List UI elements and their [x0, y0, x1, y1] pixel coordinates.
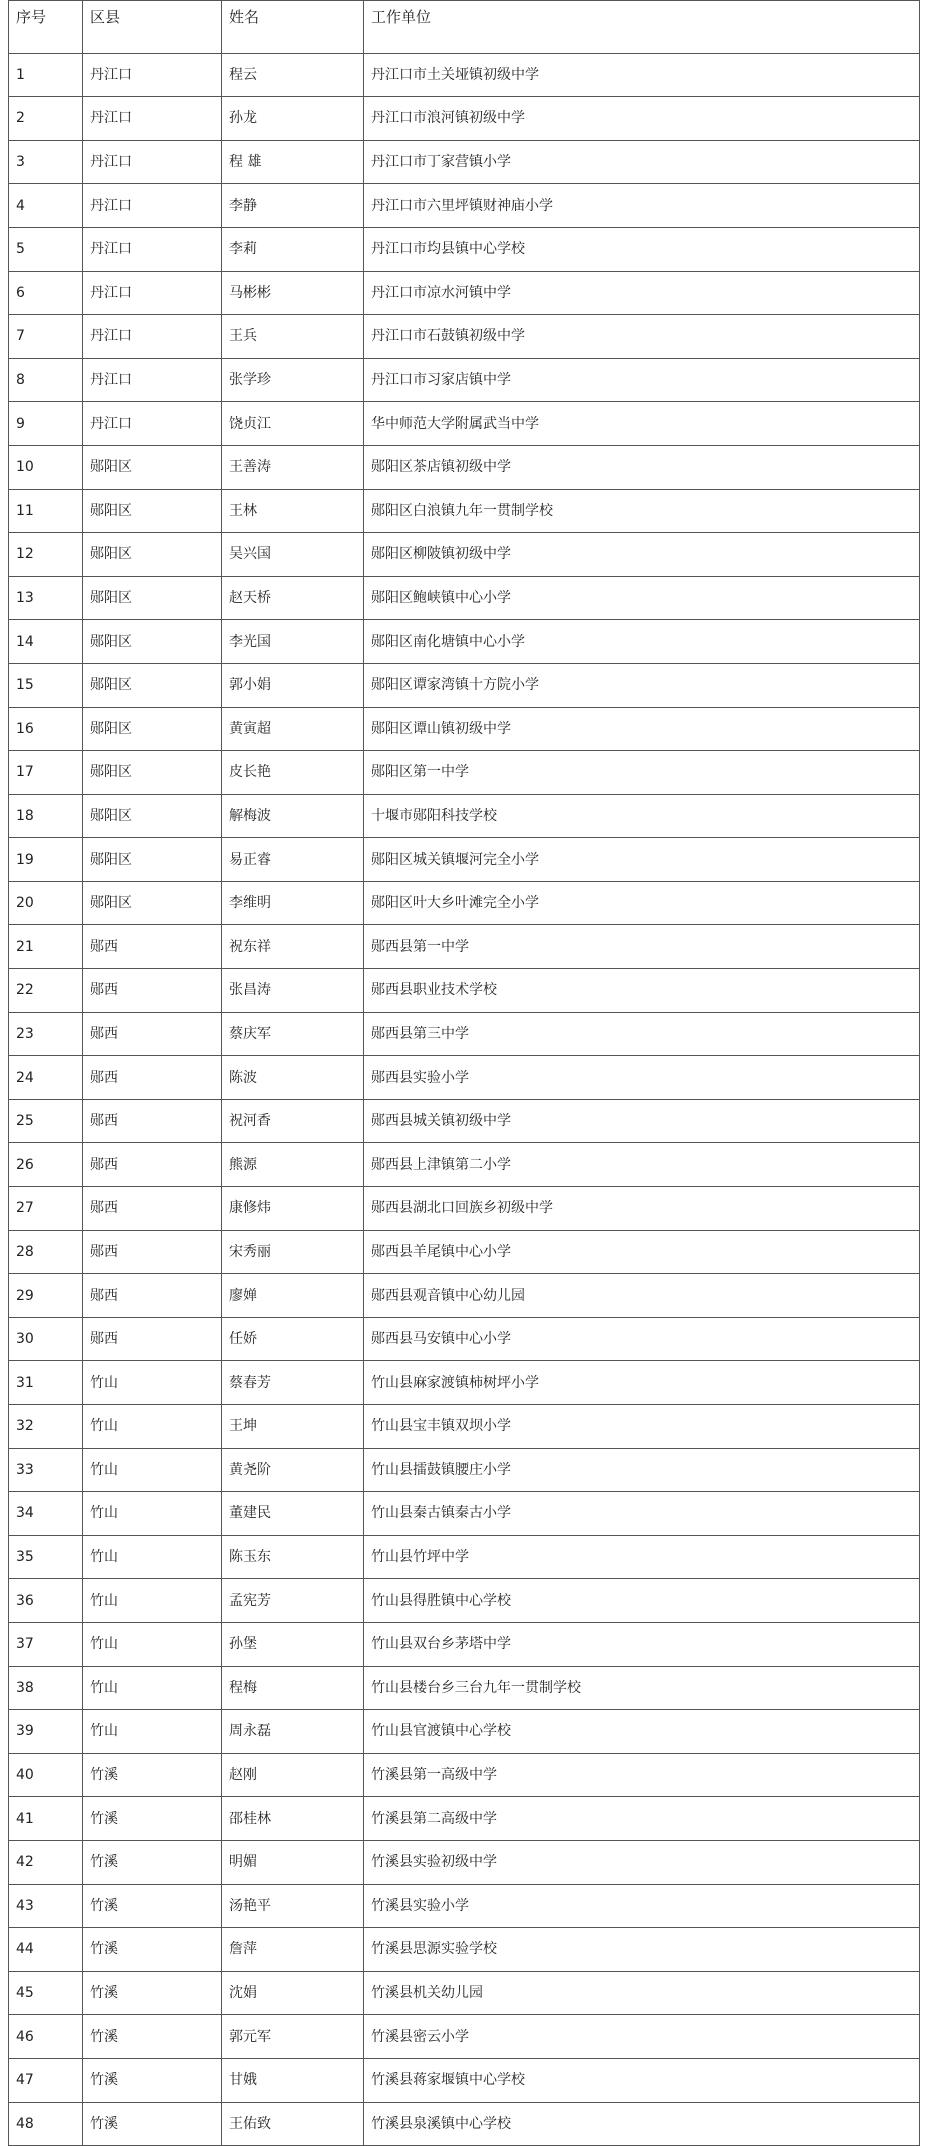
cell-name: 陈玉东: [222, 1535, 364, 1579]
cell-work-unit: 郧阳区茶店镇初级中学: [364, 445, 920, 489]
table-row: [9, 1622, 920, 1666]
cell-district: 郧西: [83, 1317, 222, 1361]
table-row: [9, 1535, 920, 1579]
cell-serial-number: 11: [9, 489, 83, 533]
cell-serial-number: 21: [9, 925, 83, 969]
cell-district: 郧西: [83, 1143, 222, 1187]
cell-work-unit: 郧阳区第一中学: [364, 751, 920, 795]
cell-serial-number: 3: [9, 140, 83, 184]
table-row: [9, 97, 920, 141]
cell-serial-number: 4: [9, 184, 83, 228]
table-row: [9, 227, 920, 271]
table-row: [9, 1361, 920, 1405]
cell-district: 竹山: [83, 1361, 222, 1405]
cell-district: 郧西: [83, 1230, 222, 1274]
cell-work-unit: 竹山县竹坪中学: [364, 1535, 920, 1579]
cell-district: 竹溪: [83, 2102, 222, 2146]
cell-serial-number: 32: [9, 1405, 83, 1449]
cell-district: 郧西: [83, 1056, 222, 1100]
table-row: [9, 1840, 920, 1884]
cell-serial-number: 2: [9, 97, 83, 141]
cell-district: 竹山: [83, 1492, 222, 1536]
cell-name: 康修炜: [222, 1187, 364, 1231]
cell-name: 祝东祥: [222, 925, 364, 969]
cell-work-unit: 郧西县实验小学: [364, 1056, 920, 1100]
cell-work-unit: 竹山县擂鼓镇腰庄小学: [364, 1448, 920, 1492]
cell-district: 郧西: [83, 1099, 222, 1143]
cell-work-unit: 丹江口市均县镇中心学校: [364, 227, 920, 271]
cell-serial-number: 30: [9, 1317, 83, 1361]
cell-serial-number: 25: [9, 1099, 83, 1143]
table-row: [9, 1012, 920, 1056]
cell-work-unit: 郧阳区城关镇堰河完全小学: [364, 838, 920, 882]
table-body: [9, 53, 920, 2146]
cell-district: 丹江口: [83, 53, 222, 97]
table-row: [9, 881, 920, 925]
cell-serial-number: 22: [9, 969, 83, 1013]
cell-name: 祝河香: [222, 1099, 364, 1143]
cell-district: 竹溪: [83, 1797, 222, 1841]
table-row: [9, 707, 920, 751]
table-row: [9, 1317, 920, 1361]
cell-serial-number: 20: [9, 881, 83, 925]
cell-district: 竹溪: [83, 1753, 222, 1797]
table-row: [9, 1492, 920, 1536]
cell-name: 黄寅超: [222, 707, 364, 751]
table-row: [9, 271, 920, 315]
cell-name: 周永磊: [222, 1710, 364, 1754]
table-row: [9, 53, 920, 97]
cell-work-unit: 郧西县观音镇中心幼儿园: [364, 1274, 920, 1318]
cell-serial-number: 12: [9, 533, 83, 577]
cell-work-unit: 竹山县麻家渡镇柿树坪小学: [364, 1361, 920, 1405]
cell-serial-number: 35: [9, 1535, 83, 1579]
table-row: [9, 1405, 920, 1449]
table-row: [9, 445, 920, 489]
table-row: [9, 751, 920, 795]
table-row: [9, 533, 920, 577]
cell-name: 任娇: [222, 1317, 364, 1361]
cell-district: 竹山: [83, 1448, 222, 1492]
table-row: [9, 1448, 920, 1492]
cell-district: 郧阳区: [83, 663, 222, 707]
cell-serial-number: 45: [9, 1971, 83, 2015]
cell-district: 郧阳区: [83, 489, 222, 533]
cell-name: 陈波: [222, 1056, 364, 1100]
cell-serial-number: 40: [9, 1753, 83, 1797]
table-row: [9, 358, 920, 402]
table-row: [9, 838, 920, 882]
cell-district: 竹溪: [83, 1840, 222, 1884]
table-row: [9, 620, 920, 664]
cell-district: 竹溪: [83, 2058, 222, 2102]
table-row: [9, 1099, 920, 1143]
cell-district: 竹山: [83, 1405, 222, 1449]
cell-work-unit: 郧阳区南化塘镇中心小学: [364, 620, 920, 664]
cell-district: 郧西: [83, 1012, 222, 1056]
cell-district: 郧西: [83, 1187, 222, 1231]
cell-work-unit: 郧阳区叶大乡叶滩完全小学: [364, 881, 920, 925]
cell-work-unit: 十堰市郧阳科技学校: [364, 794, 920, 838]
cell-district: 丹江口: [83, 315, 222, 359]
cell-work-unit: 郧西县职业技术学校: [364, 969, 920, 1013]
cell-district: 竹溪: [83, 2015, 222, 2059]
cell-serial-number: 14: [9, 620, 83, 664]
cell-district: 丹江口: [83, 271, 222, 315]
cell-work-unit: 郧西县羊尾镇中心小学: [364, 1230, 920, 1274]
table-row: [9, 1143, 920, 1187]
cell-name: 王林: [222, 489, 364, 533]
table-row: [9, 794, 920, 838]
cell-name: 明媚: [222, 1840, 364, 1884]
cell-serial-number: 48: [9, 2102, 83, 2146]
table-row: [9, 663, 920, 707]
table-row: [9, 969, 920, 1013]
cell-district: 郧阳区: [83, 838, 222, 882]
table-row: [9, 576, 920, 620]
cell-work-unit: 竹山县楼台乡三台九年一贯制学校: [364, 1666, 920, 1710]
cell-work-unit: 郧阳区白浪镇九年一贯制学校: [364, 489, 920, 533]
cell-name: 熊源: [222, 1143, 364, 1187]
cell-name: 沈娟: [222, 1971, 364, 2015]
cell-name: 张昌涛: [222, 969, 364, 1013]
cell-work-unit: 华中师范大学附属武当中学: [364, 402, 920, 446]
header-district: 区县: [83, 1, 222, 54]
table-row: [9, 140, 920, 184]
cell-district: 竹山: [83, 1710, 222, 1754]
cell-work-unit: 竹山县得胜镇中心学校: [364, 1579, 920, 1623]
table-row: [9, 1884, 920, 1928]
cell-name: 郭元军: [222, 2015, 364, 2059]
cell-district: 竹溪: [83, 1971, 222, 2015]
cell-serial-number: 39: [9, 1710, 83, 1754]
cell-serial-number: 41: [9, 1797, 83, 1841]
cell-name: 程梅: [222, 1666, 364, 1710]
cell-work-unit: 丹江口市丁家营镇小学: [364, 140, 920, 184]
cell-serial-number: 47: [9, 2058, 83, 2102]
cell-work-unit: 郧西县上津镇第二小学: [364, 1143, 920, 1187]
cell-serial-number: 19: [9, 838, 83, 882]
header-row: [9, 1, 920, 54]
cell-name: 吴兴国: [222, 533, 364, 577]
cell-serial-number: 27: [9, 1187, 83, 1231]
cell-serial-number: 28: [9, 1230, 83, 1274]
cell-serial-number: 44: [9, 1928, 83, 1972]
table-row: [9, 1230, 920, 1274]
cell-serial-number: 29: [9, 1274, 83, 1318]
cell-name: 马彬彬: [222, 271, 364, 315]
cell-name: 赵天桥: [222, 576, 364, 620]
cell-serial-number: 31: [9, 1361, 83, 1405]
cell-serial-number: 26: [9, 1143, 83, 1187]
cell-serial-number: 5: [9, 227, 83, 271]
cell-work-unit: 丹江口市石鼓镇初级中学: [364, 315, 920, 359]
cell-district: 郧阳区: [83, 533, 222, 577]
table-row: [9, 1928, 920, 1972]
cell-name: 蔡春芳: [222, 1361, 364, 1405]
cell-work-unit: 竹山县双台乡茅塔中学: [364, 1622, 920, 1666]
table-row: [9, 1666, 920, 1710]
cell-district: 郧阳区: [83, 707, 222, 751]
cell-district: 郧阳区: [83, 445, 222, 489]
cell-district: 竹山: [83, 1622, 222, 1666]
cell-serial-number: 18: [9, 794, 83, 838]
cell-name: 解梅波: [222, 794, 364, 838]
cell-serial-number: 15: [9, 663, 83, 707]
cell-district: 郧西: [83, 969, 222, 1013]
table-row: [9, 1579, 920, 1623]
cell-name: 王坤: [222, 1405, 364, 1449]
cell-serial-number: 43: [9, 1884, 83, 1928]
cell-name: 汤艳平: [222, 1884, 364, 1928]
cell-name: 饶贞江: [222, 402, 364, 446]
cell-serial-number: 8: [9, 358, 83, 402]
cell-work-unit: 竹溪县实验初级中学: [364, 1840, 920, 1884]
cell-name: 皮长艳: [222, 751, 364, 795]
cell-work-unit: 竹溪县蒋家堰镇中心学校: [364, 2058, 920, 2102]
cell-district: 郧西: [83, 925, 222, 969]
cell-district: 丹江口: [83, 140, 222, 184]
table-row: [9, 315, 920, 359]
table-header: [9, 1, 920, 54]
header-serial-number: 序号: [9, 1, 83, 54]
cell-name: 詹萍: [222, 1928, 364, 1972]
cell-serial-number: 33: [9, 1448, 83, 1492]
cell-name: 王善涛: [222, 445, 364, 489]
cell-work-unit: 郧西县第一中学: [364, 925, 920, 969]
cell-serial-number: 36: [9, 1579, 83, 1623]
cell-serial-number: 1: [9, 53, 83, 97]
cell-serial-number: 17: [9, 751, 83, 795]
table-row: [9, 925, 920, 969]
cell-name: 甘娥: [222, 2058, 364, 2102]
cell-work-unit: 丹江口市土关垭镇初级中学: [364, 53, 920, 97]
cell-name: 王兵: [222, 315, 364, 359]
cell-district: 郧阳区: [83, 794, 222, 838]
cell-name: 李莉: [222, 227, 364, 271]
cell-work-unit: 丹江口市六里坪镇财神庙小学: [364, 184, 920, 228]
cell-work-unit: 丹江口市习家店镇中学: [364, 358, 920, 402]
cell-work-unit: 竹溪县泉溪镇中心学校: [364, 2102, 920, 2146]
table-row: [9, 2058, 920, 2102]
cell-work-unit: 竹山县官渡镇中心学校: [364, 1710, 920, 1754]
table-row: [9, 2015, 920, 2059]
cell-serial-number: 7: [9, 315, 83, 359]
cell-district: 郧阳区: [83, 620, 222, 664]
cell-work-unit: 郧阳区谭家湾镇十方院小学: [364, 663, 920, 707]
cell-work-unit: 竹溪县第二高级中学: [364, 1797, 920, 1841]
cell-name: 李光国: [222, 620, 364, 664]
cell-work-unit: 丹江口市浪河镇初级中学: [364, 97, 920, 141]
cell-work-unit: 郧西县马安镇中心小学: [364, 1317, 920, 1361]
cell-work-unit: 丹江口市凉水河镇中学: [364, 271, 920, 315]
cell-serial-number: 37: [9, 1622, 83, 1666]
cell-work-unit: 郧西县湖北口回族乡初级中学: [364, 1187, 920, 1231]
header-name: 姓名: [222, 1, 364, 54]
cell-name: 李维明: [222, 881, 364, 925]
cell-work-unit: 竹山县秦古镇秦古小学: [364, 1492, 920, 1536]
cell-name: 王佑致: [222, 2102, 364, 2146]
cell-work-unit: 竹溪县第一高级中学: [364, 1753, 920, 1797]
cell-serial-number: 10: [9, 445, 83, 489]
table-row: [9, 1753, 920, 1797]
cell-serial-number: 34: [9, 1492, 83, 1536]
cell-serial-number: 23: [9, 1012, 83, 1056]
table-row: [9, 1274, 920, 1318]
cell-work-unit: 竹溪县实验小学: [364, 1884, 920, 1928]
table-row: [9, 2102, 920, 2146]
table-row: [9, 1971, 920, 2015]
cell-work-unit: 郧阳区谭山镇初级中学: [364, 707, 920, 751]
cell-district: 竹溪: [83, 1884, 222, 1928]
cell-name: 易正睿: [222, 838, 364, 882]
cell-name: 黄尧阶: [222, 1448, 364, 1492]
cell-work-unit: 竹溪县密云小学: [364, 2015, 920, 2059]
cell-serial-number: 16: [9, 707, 83, 751]
cell-district: 丹江口: [83, 97, 222, 141]
cell-work-unit: 郧阳区柳陂镇初级中学: [364, 533, 920, 577]
cell-district: 丹江口: [83, 358, 222, 402]
cell-name: 廖婵: [222, 1274, 364, 1318]
table-row: [9, 489, 920, 533]
table-row: [9, 1187, 920, 1231]
cell-serial-number: 24: [9, 1056, 83, 1100]
cell-name: 程云: [222, 53, 364, 97]
cell-name: 赵刚: [222, 1753, 364, 1797]
cell-serial-number: 13: [9, 576, 83, 620]
cell-name: 郭小娟: [222, 663, 364, 707]
cell-name: 李静: [222, 184, 364, 228]
cell-work-unit: 竹溪县机关幼儿园: [364, 1971, 920, 2015]
cell-name: 董建民: [222, 1492, 364, 1536]
cell-name: 蔡庆军: [222, 1012, 364, 1056]
cell-name: 孙堡: [222, 1622, 364, 1666]
cell-district: 竹山: [83, 1579, 222, 1623]
cell-serial-number: 42: [9, 1840, 83, 1884]
table-row: [9, 184, 920, 228]
table-row: [9, 1797, 920, 1841]
cell-district: 郧阳区: [83, 751, 222, 795]
cell-serial-number: 6: [9, 271, 83, 315]
cell-name: 张学珍: [222, 358, 364, 402]
cell-serial-number: 9: [9, 402, 83, 446]
cell-district: 丹江口: [83, 227, 222, 271]
cell-district: 竹溪: [83, 1928, 222, 1972]
cell-name: 孙龙: [222, 97, 364, 141]
cell-work-unit: 郧阳区鲍峡镇中心小学: [364, 576, 920, 620]
cell-district: 郧阳区: [83, 576, 222, 620]
cell-name: 程 雄: [222, 140, 364, 184]
cell-district: 丹江口: [83, 402, 222, 446]
cell-district: 丹江口: [83, 184, 222, 228]
cell-name: 孟宪芳: [222, 1579, 364, 1623]
cell-work-unit: 郧西县第三中学: [364, 1012, 920, 1056]
cell-district: 郧西: [83, 1274, 222, 1318]
cell-district: 郧阳区: [83, 881, 222, 925]
cell-district: 竹山: [83, 1535, 222, 1579]
header-work-unit: 工作单位: [364, 1, 920, 54]
cell-serial-number: 46: [9, 2015, 83, 2059]
cell-serial-number: 38: [9, 1666, 83, 1710]
table-row: [9, 402, 920, 446]
table-row: [9, 1056, 920, 1100]
cell-work-unit: 郧西县城关镇初级中学: [364, 1099, 920, 1143]
cell-work-unit: 竹溪县思源实验学校: [364, 1928, 920, 1972]
roster-table: [8, 0, 920, 2146]
cell-name: 宋秀丽: [222, 1230, 364, 1274]
table-row: [9, 1710, 920, 1754]
cell-name: 邵桂林: [222, 1797, 364, 1841]
cell-work-unit: 竹山县宝丰镇双坝小学: [364, 1405, 920, 1449]
cell-district: 竹山: [83, 1666, 222, 1710]
